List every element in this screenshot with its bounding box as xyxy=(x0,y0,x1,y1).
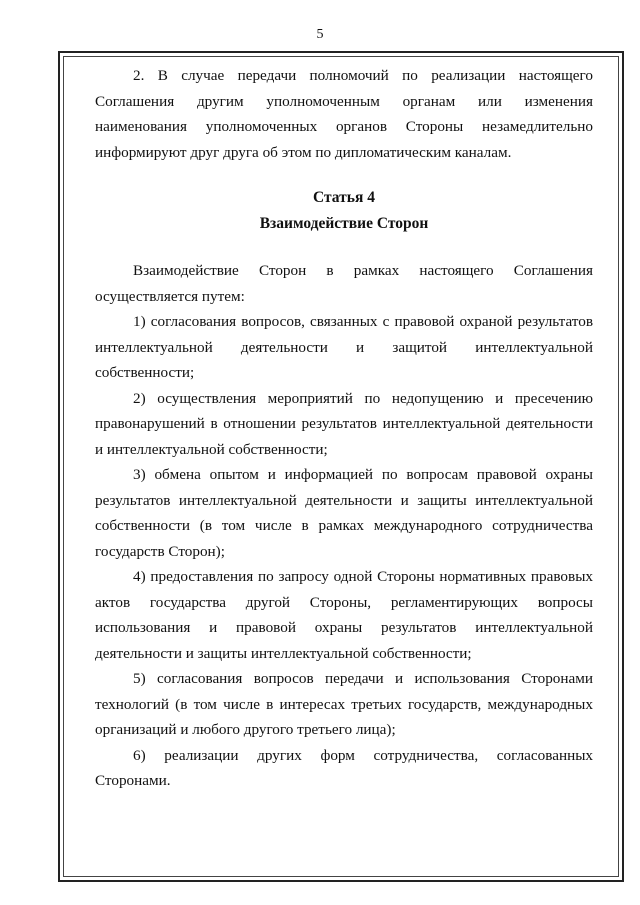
article-intro: Взаимодействие Сторон в рамках настоящего Соглашения осуществляется путем: xyxy=(95,262,593,305)
list-item: 5) согласования вопросов передачи и использования Сторонами технологий (в том числе в интересах третьих государств, международных организаций и любого другого третьего лица); xyxy=(95,670,593,738)
paragraph-2: 2. В случае передачи полномочий по реализации настоящего Соглашения другим уполномоченным органам или изменения наименования уполномоченных органов Стороны незамедлительно информируют друг друга об этом по дипломатическим каналам. xyxy=(95,67,593,161)
article-title: Взаимодействие Сторон xyxy=(259,214,429,232)
list-item: 4) предоставления по запросу одной Стороны нормативных правовых актов государства другой Стороны, регламентирующих вопросы использования и правовой охраны результатов интеллектуальной деятельности и защиты интеллектуальной собственности; xyxy=(95,568,593,662)
list-item: 6) реализации других форм сотрудничества, согласованных Сторонами. xyxy=(95,746,593,789)
list-item: 2) осуществления мероприятий по недопущению и пресечению правонарушений в отношении результатов интеллектуальной деятельности и интеллектуальной собственности; xyxy=(95,389,593,458)
list-item: 3) обмена опытом и информацией по вопросам правовой охраны результатов интеллектуальной деятельности и защиты интеллектуальной собственности (в том числе в рамках международного сотрудничества государств Сторон); xyxy=(95,466,593,560)
article-number: Статья 4 xyxy=(313,189,375,206)
page-number: 5 xyxy=(316,27,324,42)
document-body xyxy=(95,63,593,794)
list-item: 1) согласования вопросов, связанных с правовой охраной результатов интеллектуальной деятельности и защитой интеллектуальной собственности; xyxy=(95,313,593,381)
